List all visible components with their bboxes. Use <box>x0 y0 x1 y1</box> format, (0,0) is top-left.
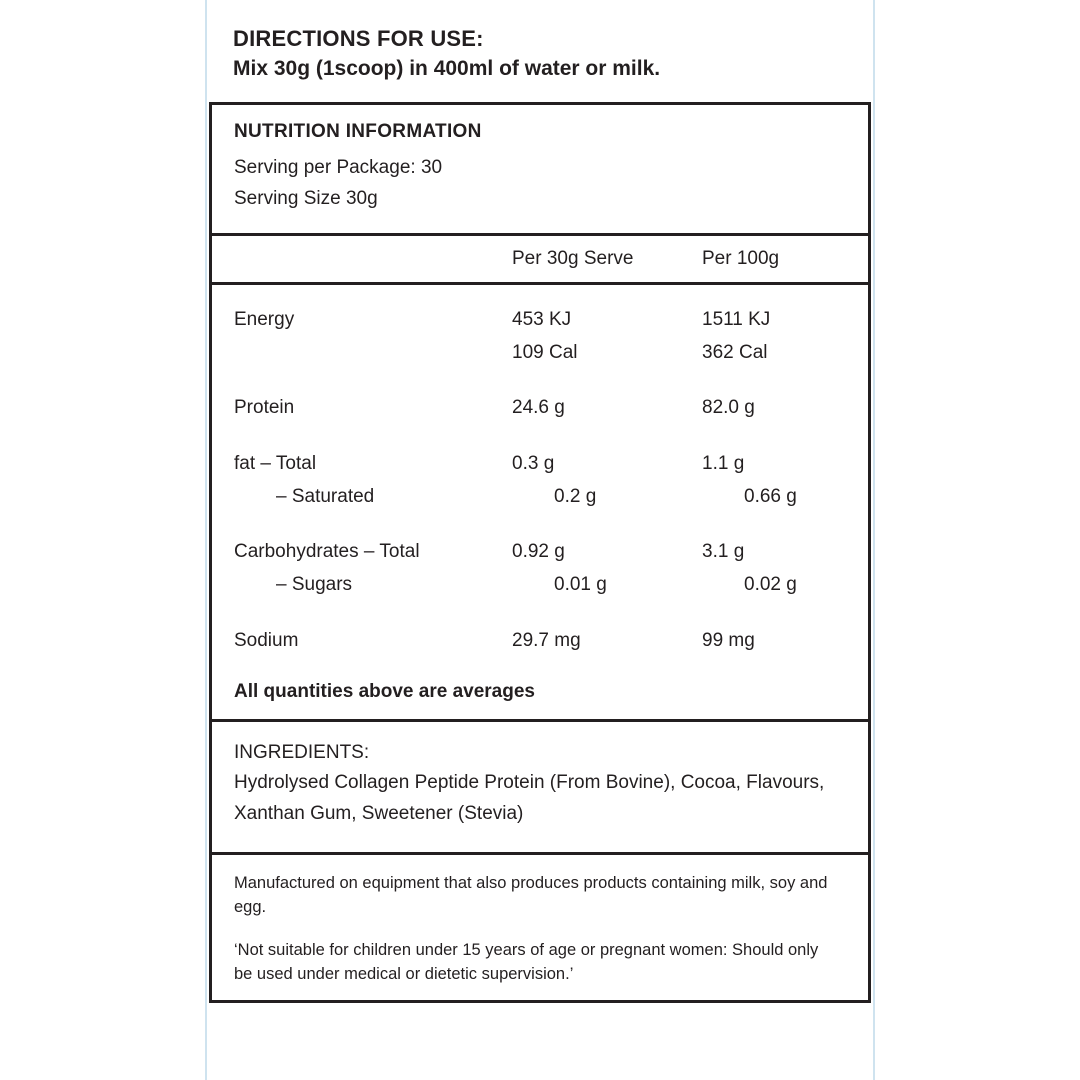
nutrition-label-panel <box>205 0 875 1080</box>
ingredients-title: INGREDIENTS: <box>234 741 370 763</box>
nutrient-per-serve: 109 Cal <box>512 342 578 364</box>
nutrition-information-header <box>209 102 871 236</box>
directions-instruction: Mix 30g (1scoop) in 400ml of water or milk. <box>233 56 661 80</box>
nutrient-group-carbohydrates <box>234 535 846 602</box>
nutrient-per-serve: 0.2 g <box>554 485 597 507</box>
nutrient-group-energy <box>234 303 846 370</box>
nutrient-name: Carbohydrates – Total <box>234 541 420 563</box>
table-row <box>234 624 846 657</box>
nutrition-column-headers <box>209 236 871 285</box>
table-header-row <box>234 248 846 270</box>
allergen-warning: Manufactured on equipment that also produces products containing milk, soy and egg. <box>234 873 828 917</box>
nutrient-per-100g: 362 Cal <box>702 342 768 364</box>
table-row <box>234 391 846 424</box>
nutrient-per-serve: 0.3 g <box>512 452 555 474</box>
directions-for-use-section <box>207 0 873 84</box>
table-row <box>234 447 846 480</box>
nutrient-group-fat <box>234 447 846 514</box>
nutrition-values-table <box>209 285 871 722</box>
column-header-per-100g: Per 100g <box>702 247 780 269</box>
nutrient-group-sodium <box>234 624 846 657</box>
column-header-per-serve: Per 30g Serve <box>512 247 634 269</box>
nutrient-per-100g: 3.1 g <box>702 541 745 563</box>
directions-title: DIRECTIONS FOR USE: <box>233 26 484 51</box>
nutrient-name: Protein <box>234 397 295 419</box>
nutrient-per-100g: 82.0 g <box>702 397 755 419</box>
nutrient-per-100g: 1511 KJ <box>702 308 771 330</box>
nutrient-name: Energy <box>234 308 295 330</box>
table-row <box>234 303 846 336</box>
nutrient-per-100g: 0.66 g <box>744 485 797 507</box>
serving-size: Serving Size 30g <box>234 188 378 210</box>
nutrition-information-title: NUTRITION INFORMATION <box>234 121 482 143</box>
table-row <box>234 535 846 568</box>
table-row <box>234 480 846 513</box>
ingredients-list: Hydrolysed Collagen Peptide Protein (From Bovine), Cocoa, Flavours, Xanthan Gum, Sweetener (Stevia) <box>234 772 825 824</box>
nutrient-name: Sodium <box>234 629 299 651</box>
nutrient-per-100g: 1.1 g <box>702 452 745 474</box>
ingredients-section <box>209 722 871 855</box>
table-row <box>234 336 846 369</box>
nutrient-group-protein <box>234 391 846 424</box>
nutrient-per-serve: 0.92 g <box>512 541 565 563</box>
advisory-warning: ‘Not suitable for children under 15 years of age or pregnant women: Should only be used under medical or dietetic supervision.’ <box>234 940 819 983</box>
nutrient-per-100g: 0.02 g <box>744 574 797 596</box>
servings-per-package: Serving per Package: 30 <box>234 157 443 179</box>
nutrient-per-serve: 24.6 g <box>512 397 565 419</box>
nutrient-name: – Sugars <box>276 574 353 596</box>
warnings-section <box>209 855 871 1004</box>
nutrient-per-serve: 29.7 mg <box>512 629 581 651</box>
nutrient-per-100g: 99 mg <box>702 629 755 651</box>
nutrient-per-serve: 0.01 g <box>554 574 607 596</box>
table-row <box>234 568 846 601</box>
nutrient-name: – Saturated <box>276 485 375 507</box>
averages-footnote: All quantities above are averages <box>234 680 535 702</box>
nutrient-name: fat – Total <box>234 452 317 474</box>
nutrient-per-serve: 453 KJ <box>512 308 572 330</box>
